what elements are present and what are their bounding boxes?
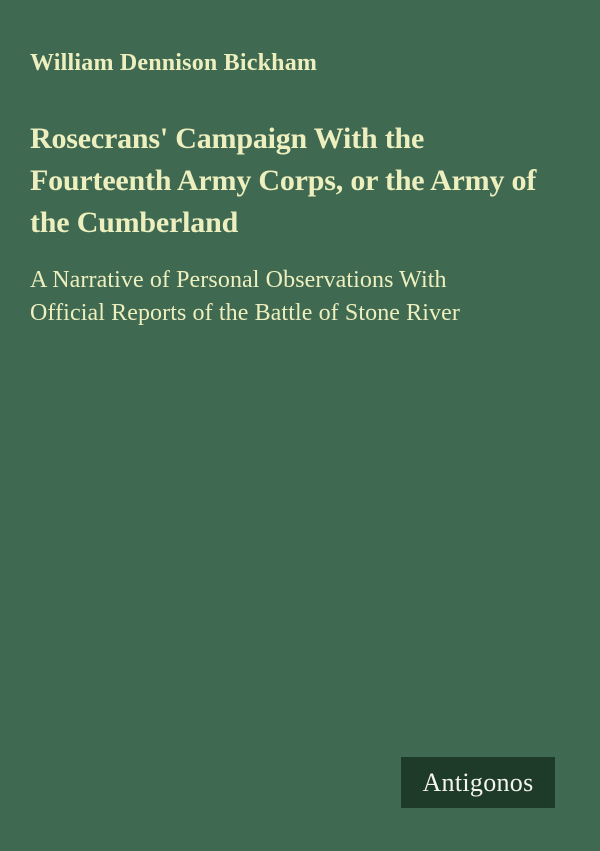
book-subtitle-line-2: Official Reports of the Battle of Stone River — [30, 300, 460, 326]
book-title — [30, 118, 580, 244]
book-title-line-3: the Cumberland — [30, 206, 239, 239]
publisher-name: Antigonos — [422, 767, 534, 797]
book-subtitle — [30, 264, 580, 330]
book-title-line-1: Rosecrans' Campaign With the — [30, 122, 425, 155]
book-subtitle-line-1: A Narrative of Personal Observations With — [30, 267, 447, 293]
book-title-line-2: Fourteenth Army Corps, or the Army of — [30, 164, 537, 197]
publisher-badge — [401, 757, 555, 808]
author-name: William Dennison Bickham — [30, 50, 318, 76]
